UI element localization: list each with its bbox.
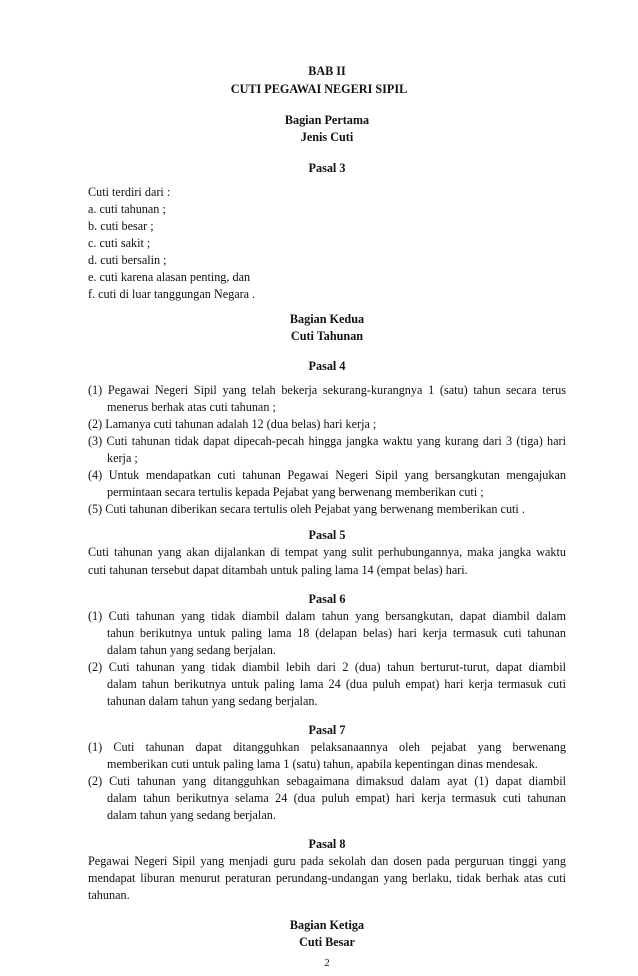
article-heading: Pasal 7 [308, 723, 346, 737]
section-title: Bagian Kedua [289, 312, 365, 326]
paragraph-line: Cuti tahunan yang akan dijalankan di tempat yang sulit perhubungannya, maka jangka waktu [88, 545, 566, 559]
page-number: 2 [324, 957, 330, 969]
list-item: b. cuti besar ; [88, 219, 154, 233]
list-item: e. cuti karena alasan penting, dan [88, 270, 251, 284]
paragraph-line: dalam tahun berikutnya selama 24 (dua puluh empat) hari kerja termasuk cuti tahunan [107, 791, 566, 805]
paragraph-line: dalam tahun yang sedang berjalan. [107, 808, 276, 822]
section-title: Bagian Ketiga [289, 918, 365, 932]
paragraph-line: dalam tahun yang sedang berjalan. [107, 643, 276, 657]
chapter-title: CUTI PEGAWAI NEGERI SIPIL [230, 82, 408, 96]
paragraph-line: (2) Cuti tahunan yang ditangguhkan sebagaimana dimaksud dalam ayat (1) dapat diambil [88, 774, 566, 788]
list-item: a. cuti tahunan ; [88, 202, 166, 216]
paragraph-line: (5) Cuti tahunan diberikan secara tertulis oleh Pejabat yang berwenang memberikan cuti . [88, 502, 525, 516]
paragraph-line: permintaan secara tertulis kepada Pejabat yang berwenang memberikan cuti ; [107, 485, 484, 499]
paragraph-line: (1) Pegawai Negeri Sipil yang telah bekerja sekurang-kurangnya 1 (satu) tahun secara terus [88, 383, 566, 397]
section-title: Bagian Pertama [284, 113, 370, 127]
article-heading: Pasal 5 [308, 528, 346, 542]
section-subtitle: Cuti Besar [299, 935, 355, 949]
paragraph-line: (2) Cuti tahunan yang tidak diambil lebih dari 2 (dua) tahun berturut-turut, dapat diambil [88, 660, 566, 674]
paragraph-line: tahun berikutnya untuk paling lama 18 (delapan belas) hari kerja termasuk cuti tahunan [107, 626, 566, 640]
article-heading: Pasal 6 [308, 592, 346, 606]
paragraph-line: dalam tahun berikutnya untuk paling lama 24 (dua puluh empat) hari kerja termasuk cuti [107, 677, 566, 691]
paragraph-line: tahunan dalam tahun yang sedang berjalan. [107, 694, 318, 708]
paragraph-line: (1) Cuti tahunan dapat ditangguhkan pelaksanaannya oleh pejabat yang berwenang [88, 740, 566, 754]
paragraph-line: (4) Untuk mendapatkan cuti tahunan Pegawai Negeri Sipil yang bersangkutan mengajukan [88, 468, 566, 482]
list-item: f. cuti di luar tanggungan Negara . [88, 287, 256, 301]
chapter-label: BAB II [308, 64, 346, 78]
article-heading: Pasal 8 [308, 837, 346, 851]
paragraph-line: (3) Cuti tahunan tidak dapat dipecah-pecah hingga jangka waktu yang kurang dari 3 (tiga) hari [88, 434, 566, 448]
paragraph-line: Pegawai Negeri Sipil yang menjadi guru pada sekolah dan dosen pada perguruan tinggi yang [88, 854, 566, 868]
paragraph-line: (2) Lamanya cuti tahunan adalah 12 (dua belas) hari kerja ; [88, 417, 377, 431]
list-item: c. cuti sakit ; [88, 236, 151, 250]
section-subtitle: Jenis Cuti [300, 130, 354, 144]
paragraph-line: mendapat liburan menurut peraturan perundang-undangan yang berlaku, tidak berhak atas cuti [88, 871, 566, 885]
paragraph-line: menerus berhak atas cuti tahunan ; [107, 400, 276, 414]
article-heading: Pasal 3 [308, 161, 346, 175]
paragraph-line: kerja ; [107, 451, 138, 465]
list-item: d. cuti bersalin ; [88, 253, 167, 267]
paragraph-line: (1) Cuti tahunan yang tidak diambil dalam tahun yang bersangkutan, dapat diambil dalam [88, 609, 566, 623]
paragraph-line: cuti tahunan tersebut dapat ditambah untuk paling lama 14 (empat belas) hari. [88, 563, 468, 577]
paragraph-line: tahunan. [88, 888, 130, 902]
article-intro: Cuti terdiri dari : [88, 185, 171, 199]
paragraph-line: memberikan cuti untuk paling lama 1 (satu) tahun, apabila kepentingan dinas mendesak. [107, 757, 538, 771]
article-heading: Pasal 4 [308, 359, 346, 373]
section-subtitle: Cuti Tahunan [290, 329, 364, 343]
